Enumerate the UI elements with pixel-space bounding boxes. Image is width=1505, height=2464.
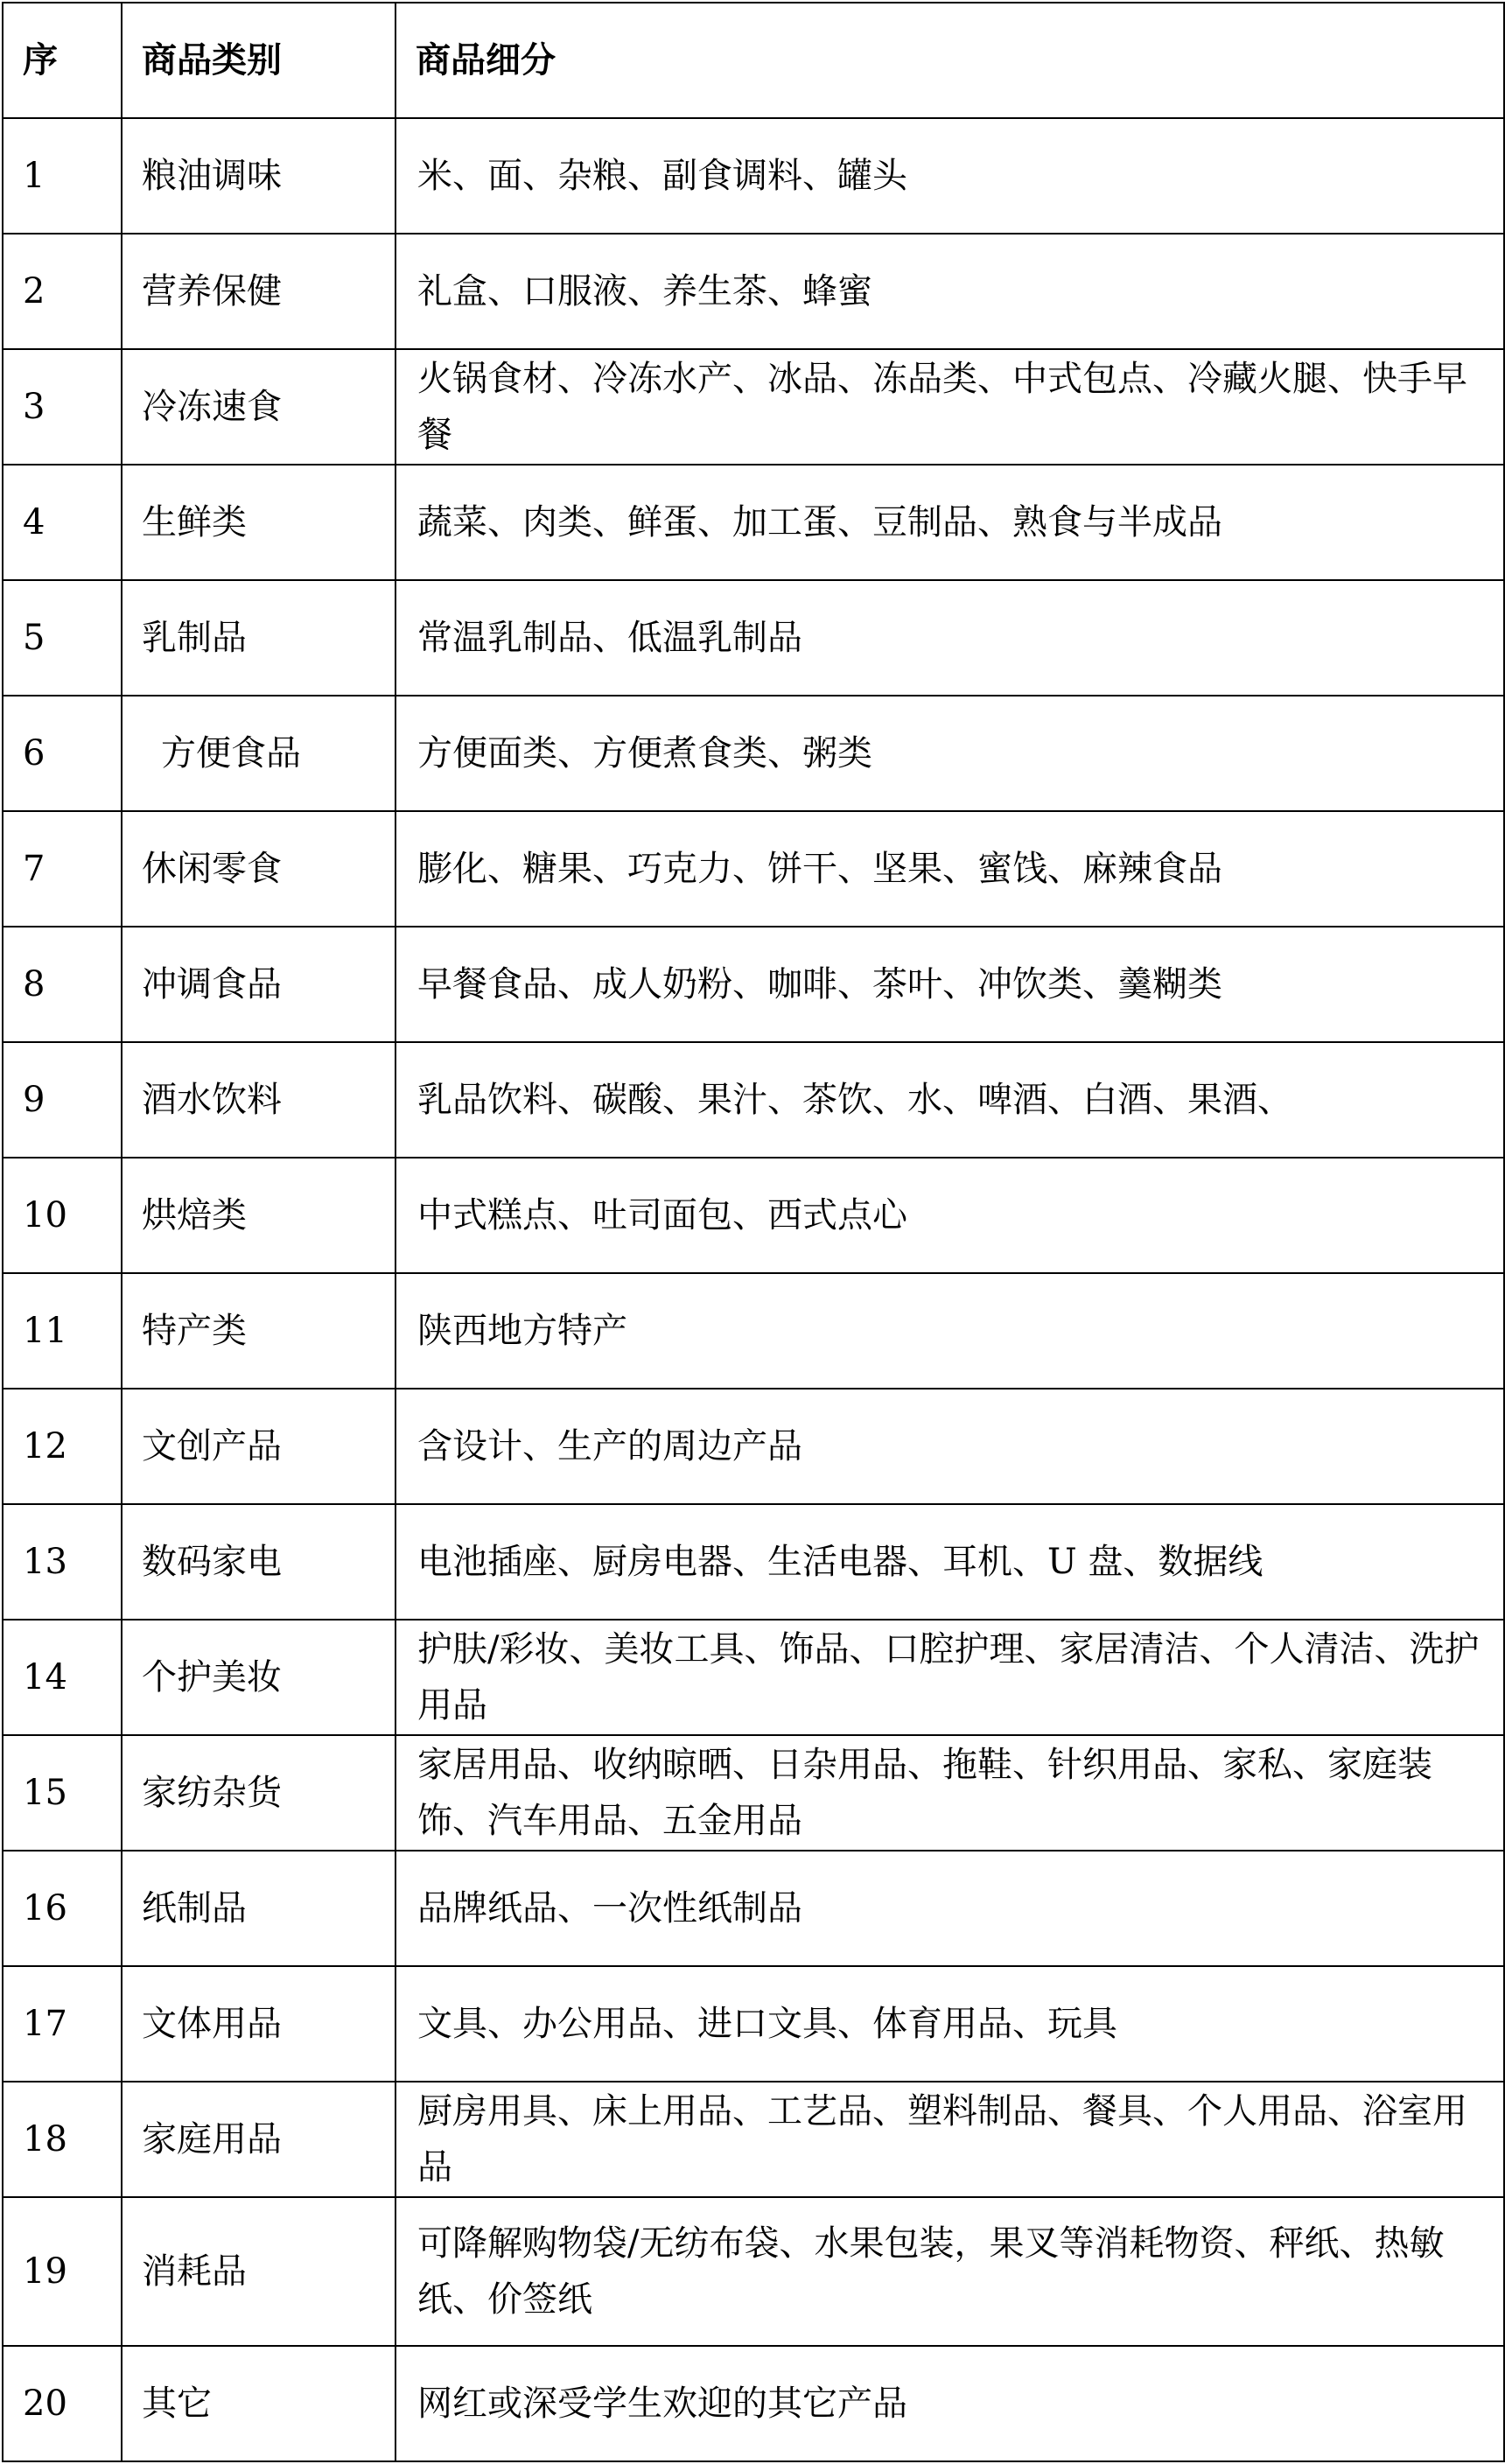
- table-row: [3, 1042, 1504, 1158]
- row-seq: 3: [3, 349, 122, 465]
- row-category: 冲调食品: [122, 927, 396, 1042]
- row-category: 消耗品: [122, 2197, 396, 2346]
- row-category: 方便食品: [122, 696, 396, 811]
- table-row: [3, 1504, 1504, 1620]
- row-seq: 10: [3, 1158, 122, 1273]
- table-row: [3, 2346, 1504, 2461]
- row-category: 个护美妆: [122, 1620, 396, 1735]
- row-category: 家纺杂货: [122, 1735, 396, 1851]
- row-detail: 可降解购物袋/无纺布袋、水果包装，果叉等消耗物资、秤纸、热敏纸、价签纸: [396, 2197, 1504, 2346]
- table-row: [3, 1966, 1504, 2082]
- table-row: [3, 1735, 1504, 1851]
- row-seq: 17: [3, 1966, 122, 2082]
- row-category: 烘焙类: [122, 1158, 396, 1273]
- header-category: 商品类别: [122, 3, 396, 118]
- row-detail: 早餐食品、成人奶粉、咖啡、茶叶、冲饮类、羹糊类: [396, 927, 1504, 1042]
- header-detail: 商品细分: [396, 3, 1504, 118]
- row-category: 生鲜类: [122, 465, 396, 580]
- row-seq: 9: [3, 1042, 122, 1158]
- row-category: 特产类: [122, 1273, 396, 1389]
- table-row: [3, 1273, 1504, 1389]
- row-detail: 文具、办公用品、进口文具、体育用品、玩具: [396, 1966, 1504, 2082]
- table-row: [3, 1620, 1504, 1735]
- row-detail: 火锅食材、冷冻水产、冰品、冻品类、中式包点、冷藏火腿、快手早餐: [396, 349, 1504, 465]
- row-detail: 网红或深受学生欢迎的其它产品: [396, 2346, 1504, 2461]
- row-seq: 1: [3, 118, 122, 234]
- row-seq: 6: [3, 696, 122, 811]
- table-row: [3, 696, 1504, 811]
- row-seq: 12: [3, 1389, 122, 1504]
- row-seq: 16: [3, 1851, 122, 1966]
- table-row: [3, 349, 1504, 465]
- table-row: [3, 465, 1504, 580]
- row-detail: 含设计、生产的周边产品: [396, 1389, 1504, 1504]
- goods-category-table: [2, 2, 1505, 2462]
- table-row: [3, 2197, 1504, 2346]
- table-header-row: [3, 3, 1504, 118]
- row-category: 文创产品: [122, 1389, 396, 1504]
- row-seq: 11: [3, 1273, 122, 1389]
- row-category: 粮油调味: [122, 118, 396, 234]
- row-detail: 品牌纸品、一次性纸制品: [396, 1851, 1504, 1966]
- table-row: [3, 118, 1504, 234]
- row-seq: 15: [3, 1735, 122, 1851]
- row-seq: 2: [3, 234, 122, 349]
- row-seq: 19: [3, 2197, 122, 2346]
- row-detail: 护肤/彩妆、美妆工具、饰品、口腔护理、家居清洁、个人清洁、洗护用品: [396, 1620, 1504, 1735]
- table-row: [3, 927, 1504, 1042]
- table-row: [3, 1851, 1504, 1966]
- row-detail: 电池插座、厨房电器、生活电器、耳机、U 盘、数据线: [396, 1504, 1504, 1620]
- row-detail: 常温乳制品、低温乳制品: [396, 580, 1504, 696]
- table-row: [3, 1389, 1504, 1504]
- row-detail: 蔬菜、肉类、鲜蛋、加工蛋、豆制品、熟食与半成品: [396, 465, 1504, 580]
- row-detail: 礼盒、口服液、养生茶、蜂蜜: [396, 234, 1504, 349]
- row-category: 冷冻速食: [122, 349, 396, 465]
- row-seq: 18: [3, 2082, 122, 2197]
- row-seq: 7: [3, 811, 122, 927]
- row-category: 休闲零食: [122, 811, 396, 927]
- row-seq: 4: [3, 465, 122, 580]
- row-detail: 膨化、糖果、巧克力、饼干、坚果、蜜饯、麻辣食品: [396, 811, 1504, 927]
- row-detail: 陕西地方特产: [396, 1273, 1504, 1389]
- row-seq: 8: [3, 927, 122, 1042]
- row-detail: 乳品饮料、碳酸、果汁、茶饮、水、啤酒、白酒、果酒、: [396, 1042, 1504, 1158]
- row-detail: 方便面类、方便煮食类、粥类: [396, 696, 1504, 811]
- row-seq: 20: [3, 2346, 122, 2461]
- row-category: 其它: [122, 2346, 396, 2461]
- row-detail: 厨房用具、床上用品、工艺品、塑料制品、餐具、个人用品、浴室用品: [396, 2082, 1504, 2197]
- row-detail: 米、面、杂粮、副食调料、罐头: [396, 118, 1504, 234]
- table-row: [3, 1158, 1504, 1273]
- table-row: [3, 2082, 1504, 2197]
- row-category: 文体用品: [122, 1966, 396, 2082]
- row-category: 营养保健: [122, 234, 396, 349]
- row-seq: 13: [3, 1504, 122, 1620]
- header-seq: 序: [3, 3, 122, 118]
- row-category: 数码家电: [122, 1504, 396, 1620]
- row-category: 乳制品: [122, 580, 396, 696]
- row-detail: 家居用品、收纳晾晒、日杂用品、拖鞋、针织用品、家私、家庭装饰、汽车用品、五金用品: [396, 1735, 1504, 1851]
- row-detail: 中式糕点、吐司面包、西式点心: [396, 1158, 1504, 1273]
- row-category: 酒水饮料: [122, 1042, 396, 1158]
- table-row: [3, 580, 1504, 696]
- row-category: 家庭用品: [122, 2082, 396, 2197]
- table-row: [3, 811, 1504, 927]
- row-seq: 5: [3, 580, 122, 696]
- table-row: [3, 234, 1504, 349]
- row-category: 纸制品: [122, 1851, 396, 1966]
- row-seq: 14: [3, 1620, 122, 1735]
